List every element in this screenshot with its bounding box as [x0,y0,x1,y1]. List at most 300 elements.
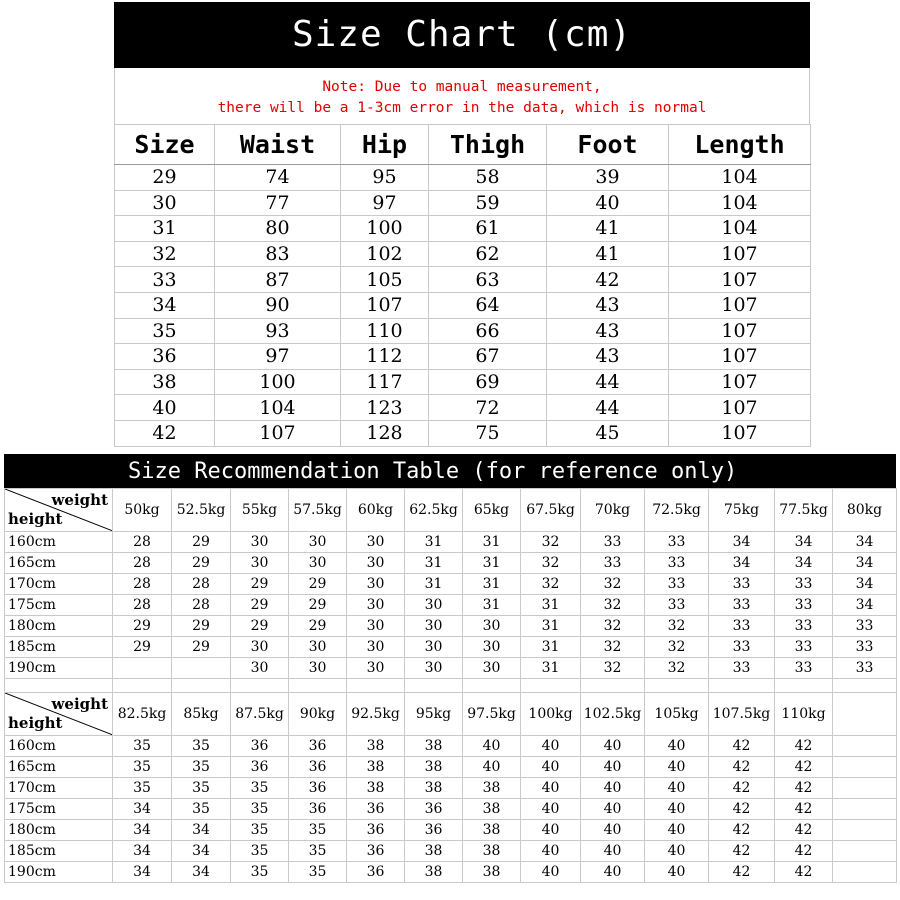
table-cell: 30 [405,616,463,637]
height-label-cell: 165cm [5,553,113,574]
table-cell: 40 [645,736,709,757]
table-cell: 40 [581,862,645,883]
table-cell: 33 [833,637,897,658]
table-cell: 33 [709,637,775,658]
table-cell: 107 [669,292,811,318]
table-cell: 30 [231,637,289,658]
table-cell: 30 [463,616,521,637]
table-row [115,190,811,216]
table-cell: 30 [289,658,347,679]
table-cell: 42 [709,757,775,778]
table-cell: 40 [521,820,581,841]
spacer-cell [463,679,521,693]
table-cell: 40 [521,736,581,757]
table-cell [833,736,897,757]
table-cell: 74 [215,165,341,191]
weight-height-corner-cell [5,693,113,736]
weight-header-cell: 60kg [347,489,405,532]
table-cell: 34 [775,553,833,574]
table-row [5,799,897,820]
table-cell: 33 [775,595,833,616]
table-cell: 29 [113,616,172,637]
table-cell: 29 [289,616,347,637]
table-row [5,553,897,574]
table-cell: 33 [645,532,709,553]
table-cell: 61 [429,216,547,242]
table-cell: 43 [547,344,669,370]
table-row [5,778,897,799]
table-cell: 43 [547,318,669,344]
table-cell: 40 [115,395,215,421]
table-cell: 31 [405,553,463,574]
height-label-cell: 190cm [5,862,113,883]
recommendation-table [4,488,897,883]
table-cell: 29 [289,574,347,595]
table-cell: 107 [669,369,811,395]
column-header-hip: Hip [341,125,429,165]
table-cell: 34 [833,553,897,574]
table-cell: 35 [231,778,289,799]
table-cell [172,658,231,679]
table-cell: 35 [289,820,347,841]
weight-header-cell: 97.5kg [463,693,521,736]
table-cell: 107 [215,420,341,446]
table-cell: 33 [709,616,775,637]
table-cell: 31 [521,658,581,679]
table-cell [833,841,897,862]
weight-header-cell: 77.5kg [775,489,833,532]
table-cell: 75 [429,420,547,446]
table-cell: 42 [709,820,775,841]
table-cell: 90 [215,292,341,318]
weight-header-cell: 67.5kg [521,489,581,532]
table-cell: 41 [547,216,669,242]
table-row [115,369,811,395]
table-cell: 117 [341,369,429,395]
table-cell: 107 [669,420,811,446]
table-row [5,532,897,553]
table-cell: 40 [521,862,581,883]
weight-header-cell: 110kg [775,693,833,736]
table-cell: 67 [429,344,547,370]
table-row [115,241,811,267]
spacer-cell [347,679,405,693]
table-cell: 32 [581,595,645,616]
table-cell: 42 [775,757,833,778]
table-cell: 29 [172,532,231,553]
spacer-cell [5,679,113,693]
table-cell: 110 [341,318,429,344]
table-cell: 36 [231,757,289,778]
table-cell: 42 [775,841,833,862]
size-chart-title: Size Chart (cm) [114,2,810,68]
weight-header-cell: 50kg [113,489,172,532]
table-cell: 34 [172,862,231,883]
recommendation-title: Size Recommendation Table (for reference only) [4,454,896,488]
spacer-cell [289,679,347,693]
table-cell: 32 [521,532,581,553]
table-cell: 30 [405,658,463,679]
table-cell [833,778,897,799]
table-cell: 105 [341,267,429,293]
height-label-cell: 185cm [5,637,113,658]
table-cell: 104 [669,190,811,216]
table-cell: 31 [521,616,581,637]
table-cell: 97 [215,344,341,370]
column-header-foot: Foot [547,125,669,165]
table-cell: 40 [645,841,709,862]
table-cell: 41 [547,241,669,267]
table-cell: 40 [581,799,645,820]
table-cell: 28 [113,553,172,574]
table-cell: 36 [115,344,215,370]
table-cell: 107 [669,267,811,293]
table-cell: 30 [347,658,405,679]
table-cell: 29 [172,553,231,574]
table-cell: 40 [581,820,645,841]
table-cell: 36 [289,778,347,799]
table-cell: 40 [521,757,581,778]
table-row [5,736,897,757]
height-label-cell: 160cm [5,532,113,553]
table-cell: 59 [429,190,547,216]
table-row [115,344,811,370]
table-cell: 30 [463,658,521,679]
column-header-length: Length [669,125,811,165]
table-cell [833,862,897,883]
corner-weight-label: weight [51,491,108,509]
table-cell: 128 [341,420,429,446]
table-cell: 34 [115,292,215,318]
table-cell: 107 [669,241,811,267]
table-cell: 34 [709,532,775,553]
table-cell: 33 [645,595,709,616]
table-cell: 29 [231,616,289,637]
table-cell: 35 [172,799,231,820]
table-cell: 30 [289,637,347,658]
table-cell: 40 [463,736,521,757]
table-cell: 38 [405,841,463,862]
table-cell: 38 [405,862,463,883]
table-cell: 40 [547,190,669,216]
table-cell: 66 [429,318,547,344]
table-cell: 63 [429,267,547,293]
table-cell: 34 [833,574,897,595]
table-cell: 40 [463,757,521,778]
table-cell: 34 [113,862,172,883]
table-cell: 39 [547,165,669,191]
table-cell: 42 [709,799,775,820]
weight-header-cell: 95kg [405,693,463,736]
table-cell: 42 [709,841,775,862]
height-label-cell: 175cm [5,595,113,616]
table-cell [833,820,897,841]
table-cell: 35 [231,862,289,883]
corner-height-label: height [8,714,63,732]
weight-header-row [5,693,897,736]
table-cell: 30 [347,616,405,637]
table-cell: 28 [172,595,231,616]
column-header-thigh: Thigh [429,125,547,165]
table-cell: 44 [547,395,669,421]
table-cell: 28 [172,574,231,595]
table-cell: 102 [341,241,429,267]
table-row [115,318,811,344]
table-cell: 34 [113,841,172,862]
column-header-waist: Waist [215,125,341,165]
table-cell: 34 [172,841,231,862]
table-cell: 107 [669,395,811,421]
table-cell: 31 [463,553,521,574]
table-row [5,841,897,862]
table-row [5,658,897,679]
measurement-note-line-2: there will be a 1-3cm error in the data, which is normal [217,100,707,116]
table-cell: 33 [645,574,709,595]
table-cell: 32 [581,616,645,637]
table-cell: 77 [215,190,341,216]
spacer-cell [581,679,645,693]
table-row [5,820,897,841]
spacer-cell [113,679,172,693]
table-cell: 32 [521,553,581,574]
table-cell: 34 [113,820,172,841]
table-cell: 38 [463,778,521,799]
height-label-cell: 190cm [5,658,113,679]
table-cell: 31 [115,216,215,242]
table-cell: 104 [669,165,811,191]
table-cell: 40 [645,778,709,799]
table-cell [833,757,897,778]
height-label-cell: 175cm [5,799,113,820]
table-cell: 42 [775,820,833,841]
weight-header-cell: 82.5kg [113,693,172,736]
table-cell: 42 [775,862,833,883]
table-cell: 30 [347,637,405,658]
table-cell: 40 [521,841,581,862]
table-cell: 40 [581,778,645,799]
table-cell: 43 [547,292,669,318]
spacer-cell [775,679,833,693]
table-cell: 40 [645,820,709,841]
table-cell: 87 [215,267,341,293]
table-cell: 42 [709,736,775,757]
table-cell: 32 [645,616,709,637]
table-cell: 33 [833,658,897,679]
table-cell: 36 [347,799,405,820]
table-cell: 107 [669,344,811,370]
table-cell: 30 [289,553,347,574]
table-cell: 34 [709,553,775,574]
table-cell: 35 [172,736,231,757]
weight-header-cell: 62.5kg [405,489,463,532]
table-cell: 36 [289,757,347,778]
table-cell: 42 [775,799,833,820]
weight-height-corner-cell [5,489,113,532]
table-cell: 34 [113,799,172,820]
table-cell: 38 [463,820,521,841]
weight-header-cell: 72.5kg [645,489,709,532]
table-cell: 40 [645,862,709,883]
spacer-cell [645,679,709,693]
table-cell: 30 [347,553,405,574]
table-cell: 36 [347,841,405,862]
table-cell: 35 [172,778,231,799]
table-row [115,292,811,318]
table-cell: 32 [645,658,709,679]
table-cell: 42 [547,267,669,293]
spacer-cell [172,679,231,693]
weight-header-cell: 55kg [231,489,289,532]
table-cell: 45 [547,420,669,446]
table-cell: 40 [581,757,645,778]
spacer-cell [833,679,897,693]
measurement-note-line-1: Note: Due to manual measurement, [322,79,602,95]
weight-header-row [5,489,897,532]
table-cell: 83 [215,241,341,267]
table-cell: 30 [231,532,289,553]
table-cell: 42 [775,736,833,757]
table-cell: 33 [581,532,645,553]
measurement-note [114,68,810,124]
table-cell: 35 [231,799,289,820]
table-cell: 38 [463,841,521,862]
table-cell: 35 [231,841,289,862]
table-cell: 58 [429,165,547,191]
weight-header-cell: 65kg [463,489,521,532]
table-cell: 97 [341,190,429,216]
table-cell: 30 [289,532,347,553]
table-cell: 34 [833,532,897,553]
table-cell: 42 [115,420,215,446]
spacer-cell [231,679,289,693]
size-recommendation-section [4,454,896,883]
table-cell: 38 [405,736,463,757]
table-cell: 31 [521,595,581,616]
table-cell: 31 [405,532,463,553]
table-cell: 38 [115,369,215,395]
size-chart [114,2,810,447]
table-row [5,862,897,883]
table-cell: 33 [775,658,833,679]
table-cell: 29 [231,574,289,595]
table-cell: 35 [172,757,231,778]
table-cell: 112 [341,344,429,370]
table-cell: 38 [347,778,405,799]
table-row [5,595,897,616]
table-cell: 36 [347,820,405,841]
height-label-cell: 165cm [5,757,113,778]
table-cell: 28 [113,574,172,595]
table-cell: 42 [709,862,775,883]
table-cell: 32 [581,658,645,679]
weight-header-cell [833,693,897,736]
table-cell: 72 [429,395,547,421]
table-cell: 31 [463,574,521,595]
table-cell: 33 [709,574,775,595]
table-cell: 30 [405,595,463,616]
table-cell: 40 [581,841,645,862]
spacer-cell [709,679,775,693]
weight-header-cell: 52.5kg [172,489,231,532]
table-row [115,395,811,421]
table-cell: 38 [405,778,463,799]
table-cell: 32 [581,637,645,658]
table-cell: 40 [521,799,581,820]
table-cell: 30 [463,637,521,658]
table-cell: 40 [521,778,581,799]
table-cell: 33 [775,574,833,595]
weight-header-cell: 100kg [521,693,581,736]
weight-header-cell: 70kg [581,489,645,532]
table-cell: 34 [172,820,231,841]
table-cell: 30 [347,532,405,553]
table-cell: 35 [113,736,172,757]
weight-header-cell: 92.5kg [347,693,405,736]
weight-header-cell: 57.5kg [289,489,347,532]
table-cell: 104 [669,216,811,242]
table-cell: 40 [581,736,645,757]
table-cell: 29 [289,595,347,616]
table-cell: 36 [231,736,289,757]
table-row [115,267,811,293]
table-cell: 30 [231,553,289,574]
table-cell: 33 [115,267,215,293]
table-cell: 104 [215,395,341,421]
table-cell: 36 [405,820,463,841]
table-cell: 30 [405,637,463,658]
table-cell: 31 [521,637,581,658]
column-header-size: Size [115,125,215,165]
table-cell: 32 [581,574,645,595]
table-cell: 29 [115,165,215,191]
table-cell: 35 [289,841,347,862]
table-row [115,165,811,191]
weight-header-cell: 87.5kg [231,693,289,736]
corner-weight-label: weight [51,695,108,713]
table-cell: 28 [113,595,172,616]
table-cell: 38 [347,757,405,778]
table-row [5,574,897,595]
table-cell: 95 [341,165,429,191]
table-cell: 38 [463,862,521,883]
table-cell: 34 [775,532,833,553]
table-cell: 33 [775,616,833,637]
table-row [5,616,897,637]
table-spacer-row [5,679,897,693]
table-cell: 36 [289,736,347,757]
table-cell: 32 [115,241,215,267]
table-cell: 32 [521,574,581,595]
weight-header-cell: 102.5kg [581,693,645,736]
height-label-cell: 180cm [5,820,113,841]
table-cell: 123 [341,395,429,421]
table-cell: 31 [463,595,521,616]
weight-header-cell: 85kg [172,693,231,736]
table-cell: 93 [215,318,341,344]
table-cell: 107 [669,318,811,344]
table-row [115,216,811,242]
table-cell: 32 [645,637,709,658]
table-cell: 33 [709,658,775,679]
table-cell: 30 [115,190,215,216]
height-label-cell: 170cm [5,574,113,595]
table-cell: 29 [172,637,231,658]
table-cell: 44 [547,369,669,395]
table-cell: 29 [231,595,289,616]
height-label-cell: 160cm [5,736,113,757]
table-cell: 33 [775,637,833,658]
table-cell: 33 [581,553,645,574]
